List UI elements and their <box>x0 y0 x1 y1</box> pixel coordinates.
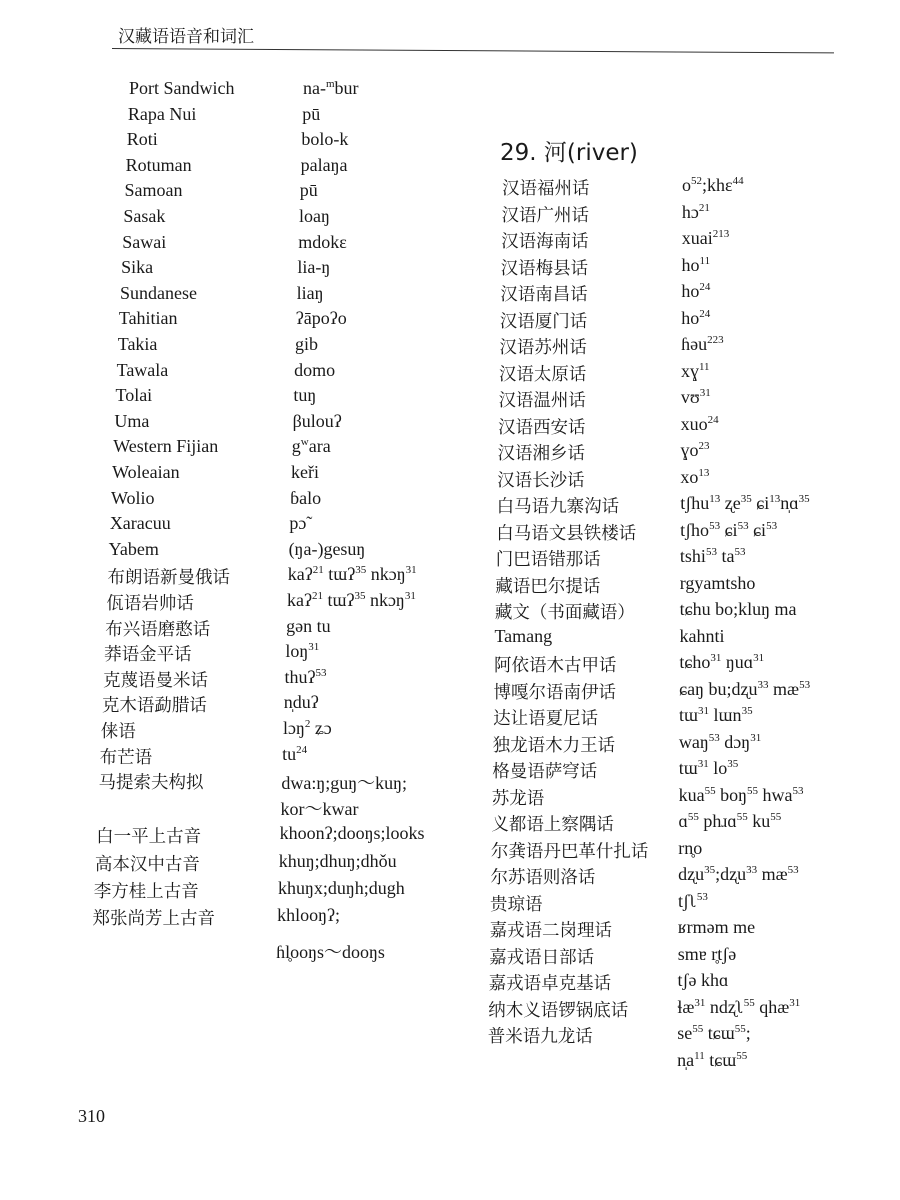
word-form: xɣ$^{11}$ <box>680 360 710 381</box>
word-form: mdokɛ <box>298 231 347 252</box>
word-form: khuŋx;duŋh;dugh <box>277 878 405 898</box>
word-form: waŋ$^{53}$ dɔŋ$^{31}$ <box>678 731 762 752</box>
language-name: Wolio <box>110 487 155 508</box>
language-name: Uma <box>114 410 150 431</box>
word-form: kor～kwar <box>280 798 359 819</box>
language-name: Rotuman <box>125 154 192 175</box>
language-name: 汉语西安话 <box>498 417 586 438</box>
word-form: hɔ$^{21}$ <box>681 201 710 222</box>
word-form: loaŋ <box>298 206 330 226</box>
word-form: kahnti <box>679 625 725 646</box>
word-form: thuʔ$^{53}$ <box>284 666 327 687</box>
word-form: ɕaŋ bu;dʐu$^{33}$ $mæ^{53}$ <box>679 678 811 699</box>
word-form: gib <box>294 334 318 354</box>
word-form: $ho^{24}$ <box>681 307 711 328</box>
language-name: 李方桂上古音 <box>93 882 199 902</box>
language-name: 汉语梅县话 <box>500 258 589 279</box>
language-name: 普米语九龙话 <box>487 1027 593 1047</box>
word-form: domo <box>294 359 336 380</box>
header-rule <box>112 48 834 53</box>
word-form: gən tu <box>286 615 331 636</box>
word-form: ɬæ$^{31}$ ndʐʅ$^{55}$ qhæ$^{31}$ <box>677 996 801 1017</box>
word-form: keři <box>290 462 319 482</box>
word-form: tʃhu$^{13}$ ʐe$^{35}$ ɕi$^{13}$n̩ɑ$^{35}$ <box>680 493 810 513</box>
word-form: tɕho$^{31}$ ŋuɑ$^{31}$ <box>679 652 765 672</box>
language-name: Rapa Nui <box>127 103 197 124</box>
language-name: 格曼语萨穹话 <box>492 762 598 782</box>
word-form: tʃə khɑ <box>677 970 729 990</box>
word-form: kaʔ$^{21}$ tɯʔ$^{35}$ nkɔŋ$^{31}$ <box>287 564 417 585</box>
language-name: 汉语温州话 <box>498 391 586 411</box>
language-name: 纳木义语锣锅底话 <box>488 1000 629 1021</box>
language-name: 布朗语新曼俄话 <box>107 568 231 589</box>
language-name: Yabem <box>108 538 159 559</box>
language-name: Tolai <box>115 385 153 406</box>
word-form: dwa:ŋ;guŋ～kuŋ; <box>281 773 408 794</box>
word-form: pū <box>299 180 318 201</box>
language-name: 布芒语 <box>99 747 153 768</box>
language-name: 克蔑语曼米话 <box>103 670 209 691</box>
word-form: ɦl̥ooŋs～dooŋs <box>276 942 385 962</box>
word-form: khlooŋʔ; <box>277 905 340 925</box>
language-name: 汉语广州话 <box>501 205 590 226</box>
language-name: Tawala <box>116 359 169 380</box>
language-name: Western Fijian <box>113 436 219 457</box>
word-form: tshi$^{53}$ $ta^{53}$ <box>679 546 746 566</box>
word-form: ɓalo <box>290 487 322 508</box>
word-form: $ho^{24}$ <box>681 281 711 301</box>
language-name: 苏龙语 <box>491 788 545 809</box>
word-form: loŋ$^{31}$ <box>285 641 320 662</box>
language-name: Port Sandwich <box>129 78 235 98</box>
word-form: (ŋa-)gesuŋ <box>288 538 366 559</box>
language-name: 达让语夏尼话 <box>493 709 599 729</box>
word-form: xuai$^{213}$ <box>681 228 730 248</box>
language-name: Xaracuu <box>109 513 171 534</box>
language-name: 博嘎尔语南伊话 <box>493 682 617 703</box>
language-name: 汉语长沙话 <box>497 470 585 491</box>
word-form: ʁrməm me <box>677 917 756 937</box>
language-name: 马提索夫构拟 <box>98 773 204 794</box>
language-name: 白马语九寨沟话 <box>496 497 620 517</box>
word-form: $xo^{13}$ <box>680 466 710 487</box>
language-name: Takia <box>117 334 158 354</box>
language-name: 嘉戎语卓克基话 <box>488 974 612 994</box>
word-form: $o^{52};khɛ^{44}$ <box>682 175 744 195</box>
word-form: na-$^m$bur <box>303 78 359 98</box>
word-form: dʐu$^{35}$;dʐu$^{33}$ $mæ^{53}$ <box>678 864 799 884</box>
page-number: 310 <box>78 1106 105 1126</box>
word-form: $n̩a^{11}$ tɕɯ$^{55}$ <box>677 1049 748 1070</box>
language-name: 义都语上察隅话 <box>491 815 614 835</box>
language-name: Sasak <box>123 206 166 226</box>
language-name: 阿依语木古甲话 <box>494 656 617 676</box>
language-name: 汉语厦门话 <box>499 311 588 332</box>
language-name: Sundanese <box>119 282 197 303</box>
word-form: tʃho$^{53}$ ɕi$^{53}$ ɕi$^{53}$ <box>680 519 778 540</box>
word-form: βulouʔ <box>292 410 342 431</box>
word-form: ɣo$^{23}$ <box>680 440 710 460</box>
word-form: tuŋ <box>293 385 317 406</box>
word-form: lia-ŋ <box>297 257 331 278</box>
language-name: 嘉戎语二岗理话 <box>489 921 613 941</box>
word-form: kaʔ$^{21}$ tɯʔ$^{35}$ nkɔŋ$^{31}$ <box>286 590 416 610</box>
word-form: ɑ$^{55}$ phɹɑ$^{55}$ $ku^{55}$ <box>678 811 782 831</box>
language-name: 汉语湘乡话 <box>497 444 586 464</box>
language-name: 汉语福州话 <box>502 179 590 199</box>
word-form: liaŋ <box>296 282 324 303</box>
language-name: 独龙语木力王话 <box>492 735 616 756</box>
language-name: Tahitian <box>118 308 178 329</box>
language-name: Roti <box>126 129 158 150</box>
language-name: 门巴语错那话 <box>495 550 601 570</box>
word-form: $g^wara$ <box>291 436 331 457</box>
word-form: rn̥o <box>678 837 703 858</box>
word-form: bolo-k <box>301 129 349 150</box>
language-name: 藏语巴尔提话 <box>495 576 601 597</box>
language-name: 郑张尚芳上古音 <box>92 909 216 929</box>
word-form: tɯ$^{31}$ lɯn$^{35}$ <box>679 705 753 725</box>
word-form: tɯ$^{31}$ $lo^{35}$ <box>678 758 739 778</box>
language-name: 汉语太原话 <box>498 364 587 385</box>
word-form: palaŋa <box>300 154 348 175</box>
language-name: 汉语南昌话 <box>500 285 588 305</box>
language-name: Sawai <box>122 231 167 252</box>
language-name: 佤语岩帅话 <box>106 594 194 614</box>
language-name: 白马语文县铁楼话 <box>496 523 637 544</box>
language-name: 藏文（书面藏语） <box>494 603 635 623</box>
language-name: 俫语 <box>100 722 136 742</box>
word-form: $se^{55}$ tɕɯ$^{55}$; <box>677 1023 751 1043</box>
word-form: ɦəu$^{223}$ <box>681 334 724 354</box>
word-form: $ho^{11}$ <box>681 254 711 275</box>
language-name: 克木语勐腊话 <box>101 696 207 717</box>
section-title: 29. 河(river) <box>500 140 638 166</box>
word-form: lɔŋ$^2$ ʑɔ <box>282 718 332 738</box>
word-form: tɕhu bo;kluŋ ma <box>679 599 797 619</box>
language-name: 汉语海南话 <box>501 232 589 252</box>
language-name: Sika <box>121 257 154 278</box>
word-form: rgyamtsho <box>679 572 756 593</box>
word-form: smɐ r̥tʃə <box>677 943 737 964</box>
language-name: 布兴语磨憨话 <box>105 619 211 640</box>
word-form: xuo$^{24}$ <box>680 413 719 434</box>
language-name: 白一平上古音 <box>96 827 202 847</box>
language-name: 嘉戎语日部话 <box>489 947 595 968</box>
word-form: ʔāpoʔo <box>295 308 347 329</box>
word-form: khuŋ;dhuŋ;dhǒu <box>278 851 397 871</box>
word-form: khoonʔ;dooŋs;looks <box>279 823 425 843</box>
word-form: kua$^{55}$ boŋ$^{55}$ hwa$^{53}$ <box>678 784 804 805</box>
language-name: 贵琼语 <box>490 894 543 915</box>
language-name: 汉语苏州话 <box>499 338 587 358</box>
running-header: 汉藏语语音和词汇 <box>118 27 254 47</box>
word-form: vʊ$^{31}$ <box>680 387 711 407</box>
language-name: 尔龚语丹巴革什扎话 <box>490 841 649 862</box>
language-name: 尔苏语则洛话 <box>490 868 596 888</box>
word-form: n̩duʔ <box>283 692 319 713</box>
language-name: Tamang <box>494 625 553 646</box>
language-name: Woleaian <box>112 462 180 482</box>
word-form: tʃʅ$^{53}$ <box>678 890 708 911</box>
language-name: Samoan <box>124 180 183 201</box>
word-form: pɔ̃ <box>289 513 307 534</box>
language-name: 高本汉中古音 <box>94 855 200 875</box>
word-form: $tu^{24}$ <box>282 743 308 764</box>
language-name: 莽语金平话 <box>104 645 192 666</box>
word-form: pū <box>302 103 321 124</box>
